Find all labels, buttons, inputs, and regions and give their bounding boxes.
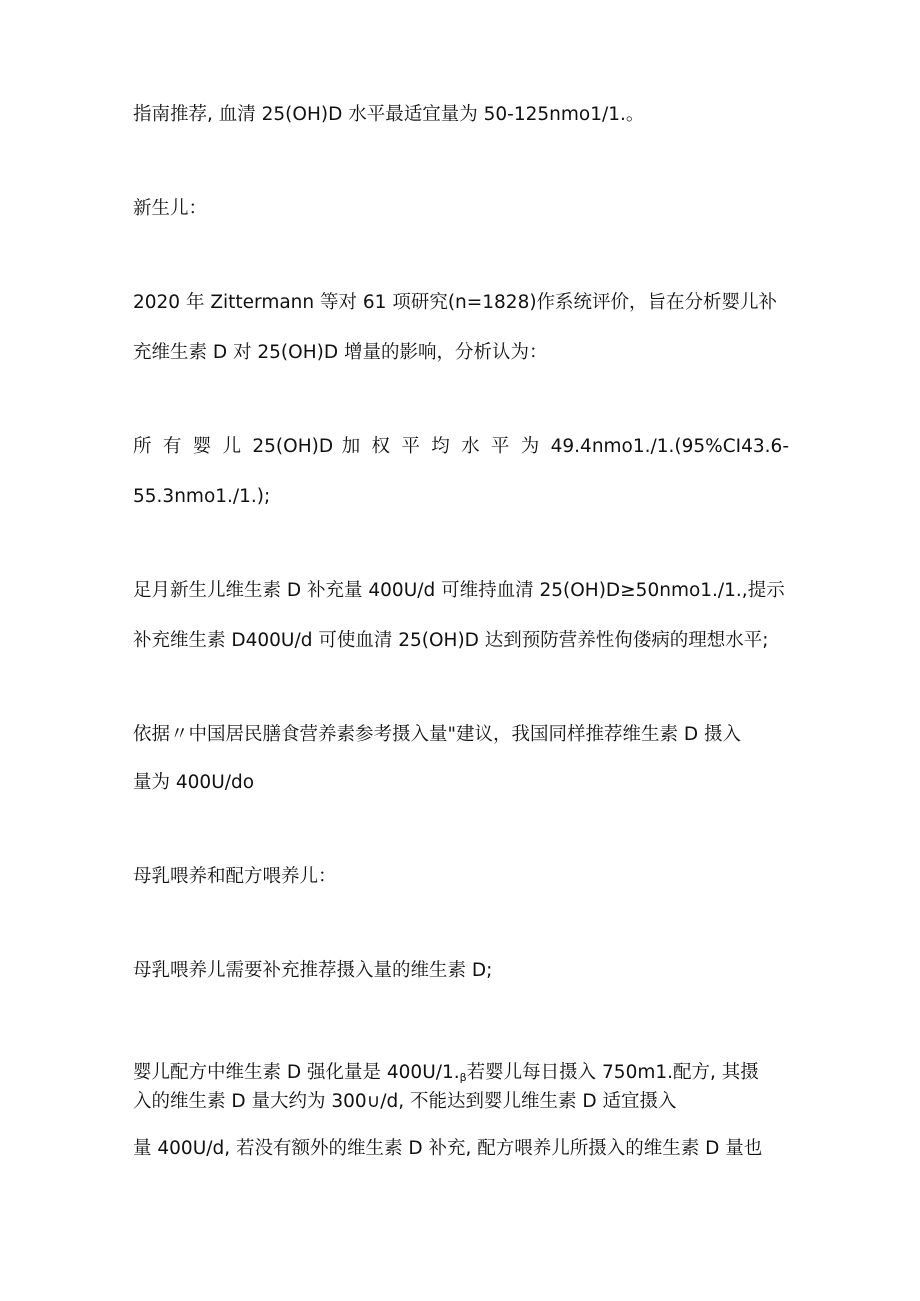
paragraph-breastfed xyxy=(133,959,492,983)
paragraph-weighted-mean-line-1 xyxy=(133,435,789,459)
text-line: 所 有 婴 儿 25(OH)D 加 权 平 均 水 平 为 49.4nmo1./1.(95%CI43.6- xyxy=(133,436,789,457)
text-line: 母乳喂养儿需要补充推荐摄入量的维生素 D; xyxy=(133,960,493,981)
text-line: 充维生素 D 对 25(OH)D 增量的影响，分析认为： xyxy=(133,342,548,363)
paragraph-guideline xyxy=(133,103,644,127)
paragraph-zittermann-line-1 xyxy=(133,291,777,315)
text-line: 母乳喂养和配方喂养儿： xyxy=(133,866,337,887)
paragraph-formula-line-3 xyxy=(133,1137,762,1161)
paragraph-fullterm-line-2 xyxy=(133,629,769,653)
text-line: 指南推荐, 血清 25(OH)D 水平最适宜量为 50-125nmo1∕1.。 xyxy=(133,104,645,125)
text-subscript: β xyxy=(459,1071,467,1084)
text-line: 量 400U/d, 若没有额外的维生素 D 补充, 配方喂养儿所摄入的维生素 D 量也 xyxy=(133,1138,763,1159)
paragraph-zittermann-line-2 xyxy=(133,341,547,365)
paragraph-formula-line-2 xyxy=(133,1090,677,1114)
text-line: 婴儿配方中维生素 D 强化量是 400U∕1. xyxy=(133,1062,460,1083)
text-line: 补充维生素 D400U/d 可使血清 25(OH)D 达到预防营养性佝偻病的理想水平; xyxy=(133,630,769,651)
text-line: 2020 年 Zittermann 等对 61 项研究(n=1828)作系统评价，旨在分析婴儿补 xyxy=(133,292,778,313)
paragraph-fullterm-line-1 xyxy=(133,579,785,603)
heading-breast-and-formula-fed xyxy=(133,865,337,889)
text-line: 新生儿： xyxy=(133,198,208,219)
text-line: 依据〃中国居民膳食营养素参考摄入量"建议，我国同样推荐维生素 D 摄入 xyxy=(133,724,742,745)
paragraph-china-reference-line-2 xyxy=(133,771,254,795)
text-line: 55.3nmo1./1.); xyxy=(133,486,271,507)
text-line: 若婴儿每日摄入 750m1.配方, 其摄 xyxy=(466,1062,759,1083)
paragraph-formula-line-1 xyxy=(133,1061,759,1090)
text-line: 入的维生素 D 量大约为 300∪∕d, 不能达到婴儿维生素 D 适宜摄入 xyxy=(133,1091,677,1112)
paragraph-china-reference-line-1 xyxy=(133,723,741,747)
text-line: 足月新生儿维生素 D 补充量 400U/d 可维持血清 25(OH)D≥50nmo1./1.,提示 xyxy=(133,580,785,601)
heading-newborn xyxy=(133,197,207,221)
paragraph-weighted-mean-line-2 xyxy=(133,485,270,509)
text-line: 量为 400U/do xyxy=(133,772,255,793)
